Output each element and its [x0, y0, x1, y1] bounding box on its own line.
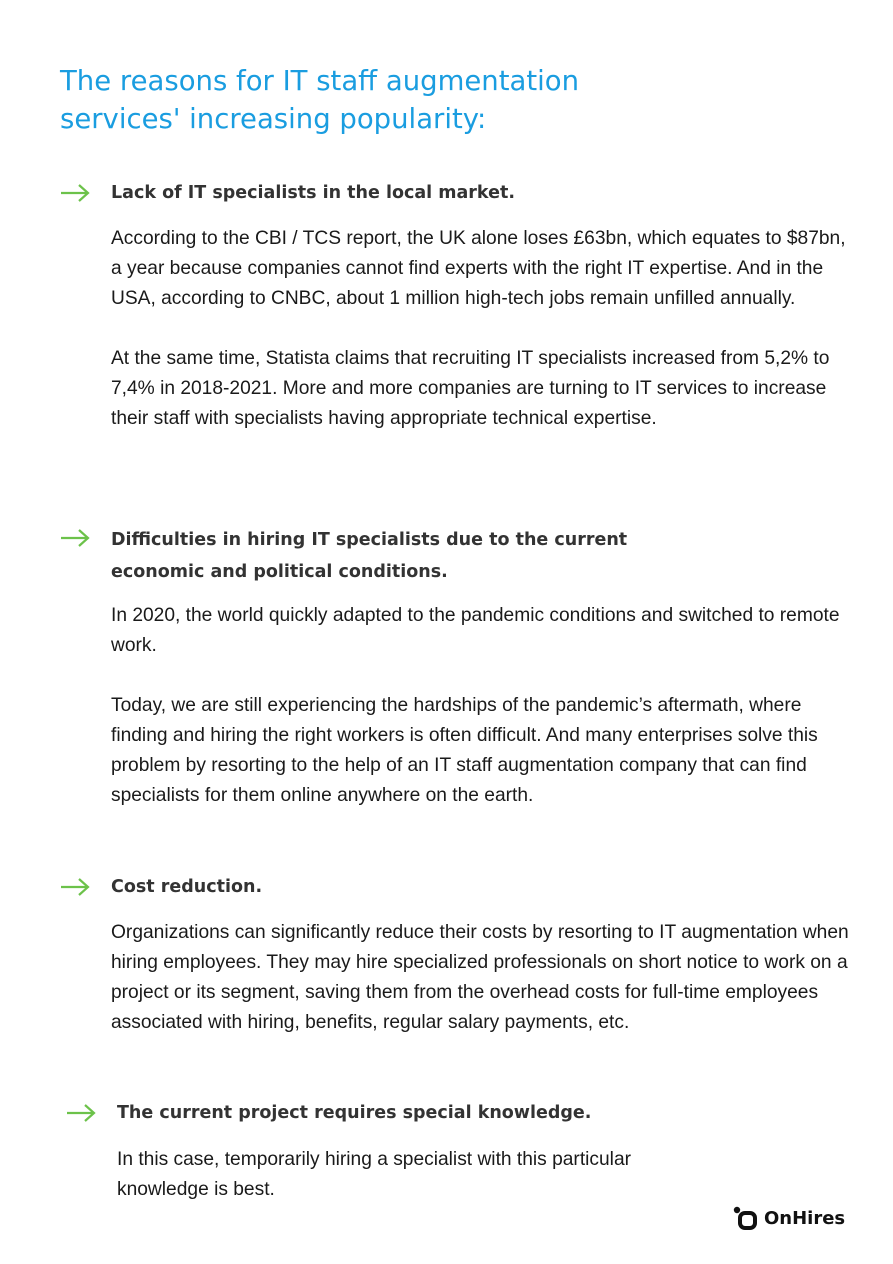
paragraph: At the same time, Statista claims that recruiting IT specialists increased from 5,2% to 7,4% in 2018-2021. More and more companies are turning to IT services to increase their staff with specialists having appropriate technical expertise.	[111, 348, 830, 429]
logo-text: OnHires	[764, 1207, 846, 1229]
onhires-logo	[732, 1205, 845, 1231]
arrow-right-icon	[60, 528, 90, 548]
section-heading: Cost reduction.	[111, 877, 263, 897]
arrow-right-icon	[60, 183, 90, 203]
arrow-right-icon	[60, 877, 90, 897]
paragraph: Today, we are still experiencing the hardships of the pandemic’s aftermath, where finding and hiring the right workers is often difficult. And many enterprises solve this problem by resorting to the help of an IT staff augmentation company that can find specialists for them online anywhere on the earth.	[111, 695, 818, 806]
page-title: The reasons for IT staff augmentation services' increasing popularity:	[60, 65, 580, 135]
section-heading: The current project requires special knowledge.	[117, 1103, 592, 1123]
arrow-right-icon	[66, 1103, 96, 1123]
section-heading: Lack of IT specialists in the local market.	[111, 183, 515, 203]
paragraph: In 2020, the world quickly adapted to the pandemic conditions and switched to remote work.	[111, 605, 840, 656]
paragraph: Organizations can significantly reduce their costs by resorting to IT augmentation when hiring employees. They may hire specialized professionals on short notice to work on a project or its segment, saving them from the overhead costs for full-time employees associated with hiring, benefits, regular salary payments, etc.	[111, 922, 849, 1033]
onhires-logo-icon	[732, 1205, 758, 1231]
paragraph: In this case, temporarily hiring a specialist with this particular knowledge is best.	[117, 1149, 632, 1200]
section-heading: Difficulties in hiring IT specialists due to the current economic and political conditions.	[111, 530, 628, 582]
paragraph: According to the CBI / TCS report, the UK alone loses £63bn, which equates to $87bn, a year because companies cannot find experts with the right IT expertise. And in the USA, according to CNBC, about 1 million high-tech jobs remain unfilled annually.	[111, 228, 846, 309]
